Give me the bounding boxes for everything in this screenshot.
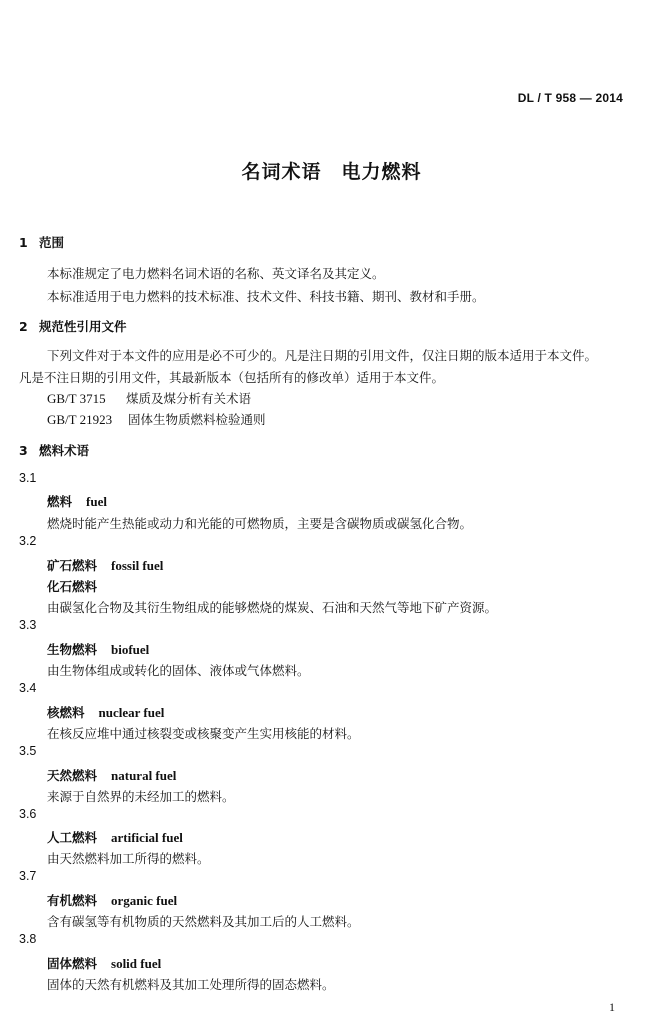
clause-number: 3.5 xyxy=(19,744,37,758)
term-entry xyxy=(47,703,164,721)
term-english: fossil fuel xyxy=(111,558,164,573)
term-chinese: 人工燃料 xyxy=(47,830,98,845)
reference-title: 固体生物质燃料检验通则 xyxy=(128,412,266,427)
clause-number: 3.7 xyxy=(19,869,37,883)
term-definition: 来源于自然界的未经加工的燃料。 xyxy=(47,789,235,804)
clause-number: 3.4 xyxy=(19,681,37,695)
page-title: 名词术语 电力燃料 xyxy=(241,161,422,183)
term-definition: 含有碳氢等有机物质的天然燃料及其加工后的人工燃料。 xyxy=(47,914,360,929)
clause-number: 3.6 xyxy=(19,807,37,821)
term-english: fuel xyxy=(86,494,107,509)
term-chinese: 矿石燃料 xyxy=(47,558,98,573)
term-entry xyxy=(47,640,149,658)
term-chinese: 有机燃料 xyxy=(47,893,98,908)
term-english: natural fuel xyxy=(111,768,177,783)
clause-number: 3.3 xyxy=(19,618,37,632)
reference-code: GB/T 3715 xyxy=(47,391,106,406)
references-intro-continued: 凡是不注日期的引用文件，其最新版本（包括所有的修改单）适用于本文件。 xyxy=(19,370,445,385)
section-number: 1 xyxy=(19,235,28,250)
term-definition: 由碳氢化合物及其衍生物组成的能够燃烧的煤炭、石油和天然气等地下矿产资源。 xyxy=(47,600,498,615)
section-heading-terms xyxy=(19,441,89,459)
reference-item xyxy=(47,410,266,428)
term-chinese: 核燃料 xyxy=(47,705,85,720)
section-number: 2 xyxy=(19,319,28,334)
clause-number: 3.1 xyxy=(19,471,37,485)
term-english: artificial fuel xyxy=(111,830,183,845)
document-code: DL / T 958 — 2014 xyxy=(517,91,623,105)
term-definition: 由生物体组成或转化的固体、液体或气体燃料。 xyxy=(47,663,310,678)
section-title: 燃料术语 xyxy=(39,443,90,458)
clause-number: 3.8 xyxy=(19,932,37,946)
term-definition: 由天然燃料加工所得的燃料。 xyxy=(47,851,210,866)
section-number: 3 xyxy=(19,443,28,458)
term-definition: 在核反应堆中通过核裂变或核聚变产生实用核能的材料。 xyxy=(47,726,360,741)
term-entry xyxy=(47,828,183,846)
term-chinese: 天然燃料 xyxy=(47,768,98,783)
reference-title: 煤质及煤分析有关术语 xyxy=(126,391,252,406)
section-title: 范围 xyxy=(39,235,65,250)
term-english: solid fuel xyxy=(111,956,162,971)
term-entry xyxy=(47,891,177,909)
scope-paragraph: 本标准规定了电力燃料名词术语的名称、英文译名及其定义。 xyxy=(47,266,385,281)
section-heading-references xyxy=(19,317,127,335)
reference-code: GB/T 21923 xyxy=(47,412,113,427)
term-chinese: 固体燃料 xyxy=(47,956,98,971)
term-entry xyxy=(47,492,107,510)
term-english: organic fuel xyxy=(111,893,178,908)
term-english: biofuel xyxy=(111,642,150,657)
term-entry xyxy=(47,556,163,574)
term-definition: 燃烧时能产生热能或动力和光能的可燃物质，主要是含碳物质或碳氢化合物。 xyxy=(47,516,473,531)
scope-paragraph: 本标准适用于电力燃料的技术标准、技术文件、科技书籍、期刊、教材和手册。 xyxy=(47,289,485,304)
section-heading-scope xyxy=(19,233,64,251)
term-definition: 固体的天然有机燃料及其加工处理所得的固态燃料。 xyxy=(47,977,335,992)
page-number: 1 xyxy=(609,1000,615,1014)
term-entry xyxy=(47,954,161,972)
reference-item xyxy=(47,389,251,407)
term-chinese: 燃料 xyxy=(47,494,73,509)
section-title: 规范性引用文件 xyxy=(39,319,127,334)
term-alternative: 化石燃料 xyxy=(47,579,98,594)
term-chinese: 生物燃料 xyxy=(47,642,98,657)
references-intro: 下列文件对于本文件的应用是必不可少的。凡是注日期的引用文件，仅注日期的版本适用于本文件。 xyxy=(47,348,598,363)
term-english: nuclear fuel xyxy=(98,705,165,720)
term-entry xyxy=(47,766,176,784)
clause-number: 3.2 xyxy=(19,534,37,548)
